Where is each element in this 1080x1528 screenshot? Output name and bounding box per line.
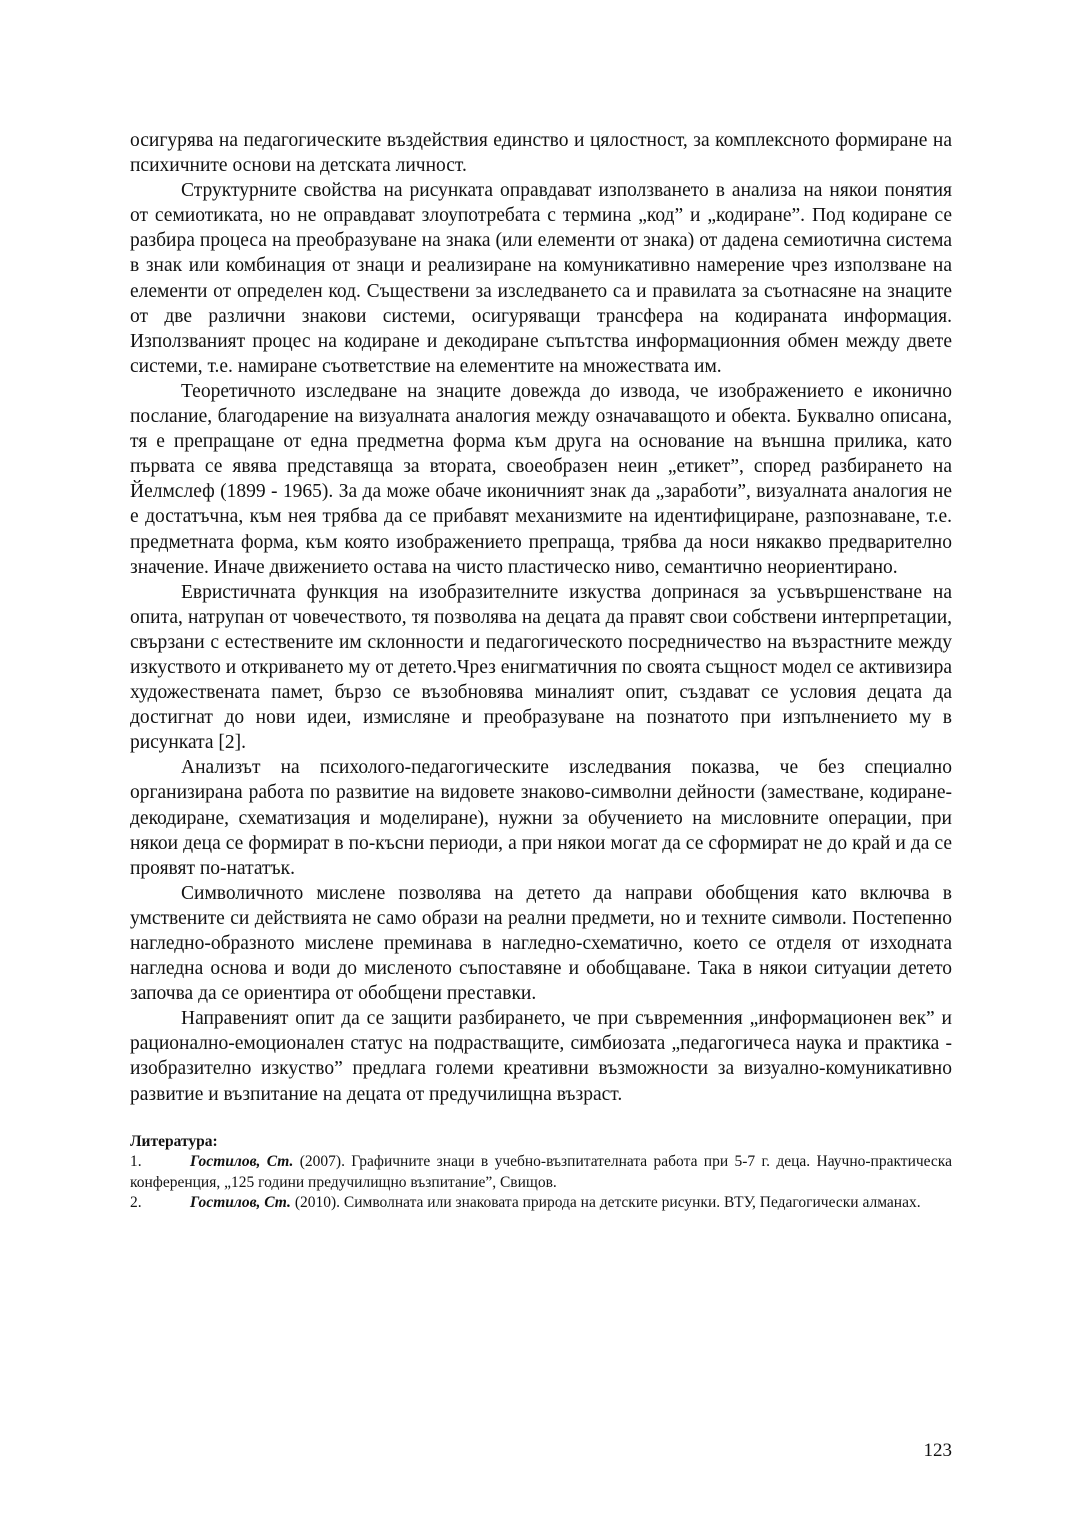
references-title: Литература: — [130, 1132, 218, 1150]
body-text — [130, 128, 952, 1107]
paragraph: осигурява на педагогическите въздействия единство и цялостност, за комплексното формиране на психичните основи на детската личност. — [130, 130, 952, 177]
reference-author: Гостилов, Ст. — [190, 1194, 291, 1212]
paragraph: Анализът на психолого-педагогическите изследвания показва, че без специално организирана работа по развитие на видовете знаково-символни дейности (заместване, кодиране-декодиране, схематизация и моделиране), нужни за обучението на мисловните операции, при някои деца се формират в по-късни периоди, а при някои могат да се сформират не до край и да се проявят по-нататък. — [130, 757, 952, 879]
paragraph: Символичното мислене позволява на детето да направи обобщения като включва в умствените си действията не само образи на реални предмети, но и техните символи. Постепенно нагледно-образното мислене преминава в нагледно-схематично, което се отделя от изходната нагледна основа и води до мисленото съпоставяне и обобщаване. Така в някои ситуации детето започва да се ориентира от обобщени преставки. — [130, 882, 952, 1005]
reference-text: (2010). Символната или знаковата природа на детските рисунки. ВТУ, Педагогически алманах. — [290, 1194, 921, 1212]
page-content — [130, 128, 952, 1214]
paragraph: Структурните свойства на рисунката оправдават използването в анализа на някои понятия от семиотиката, но не оправдават злоупотребата с термина „код” и „кодиране”. Под кодиране се разбира процеса на преобразуване на знака (или елементи от знака) от дадена семиотична система в знак или комбинация от знаци и реализиране на комуникативно намерение чрез използване на елементи от определен код. Съществени за изследването са и правилата за съотнасяне на знаците от две различни знакови системи, осигуряващи трансфера на кодираната информация. Използваният процес на кодиране и декодиране съпътства информационния обмен между двете системи, т.е. намиране съответствие на елементите на множествата им. — [130, 180, 952, 377]
reference-number: 2. — [130, 1194, 142, 1212]
paragraph: Теоретичното изследване на знаците довежда до извода, че изображението е иконично послание, благодарение на визуалната аналогия между означаващото и обекта. Буквално описана, тя е препращане от една предметна форма към друга на основание на външна прилика, като първата се явява представяща за втората, своеобразен неин „етикет”, според разбирането на Йелмслеф (1899 - 1965). За да може обаче иконичният знак да „заработи”, визуалната аналогия не е достатъчна, към нея трябва да се прибавят механизмите на идентифициране, разпознаване, т.е. предметната форма, към която изображението препраща, трябва да носи някакво предварително значение. Иначе движението остава на чисто пластическо ниво, семантично неориентирано. — [130, 380, 952, 578]
references-section — [130, 1132, 952, 1214]
reference-item — [130, 1152, 952, 1193]
reference-number: 1. — [130, 1153, 142, 1171]
page-number: 123 — [923, 1440, 952, 1461]
paragraph: Направеният опит да се защити разбирането, че при съвременния „информационен век” и рационално-емоционален статус на подрастващите, симбиозата „педагогичеса наука и практика - изобразително изкуство” предлага големи креативни възможности за визуално-комуникативно развитие и възпитание на децата от предучилищна възраст. — [130, 1008, 952, 1105]
reference-author: Гостилов, Ст. — [190, 1153, 294, 1171]
reference-item — [130, 1193, 952, 1214]
paragraph: Евристичната функция на изобразителните изкуства допринася за усъвършенстване на опита, натрупан от човечеството, тя позволява на децата да правят свои собствени интерпретации, свързани с естествените им склонности и педагогическото посредничество на възрастните между изкуството и откриването му от детето.Чрез енигматичния по своята същност модел се активизира художествената памет, бързо се възобновява миналият опит, създават се условия децата да достигнат до нови идеи, измисляне и преобразуване на познатото при изпълнението му в рисунката [2]. — [130, 581, 952, 754]
reference-text: (2007). Графичните знаци в учебно-възпитателната работа при 5-7 г. деца. Научно-практическа конференция, „125 години предучилищно възпитание”, Свищов. — [130, 1153, 952, 1191]
